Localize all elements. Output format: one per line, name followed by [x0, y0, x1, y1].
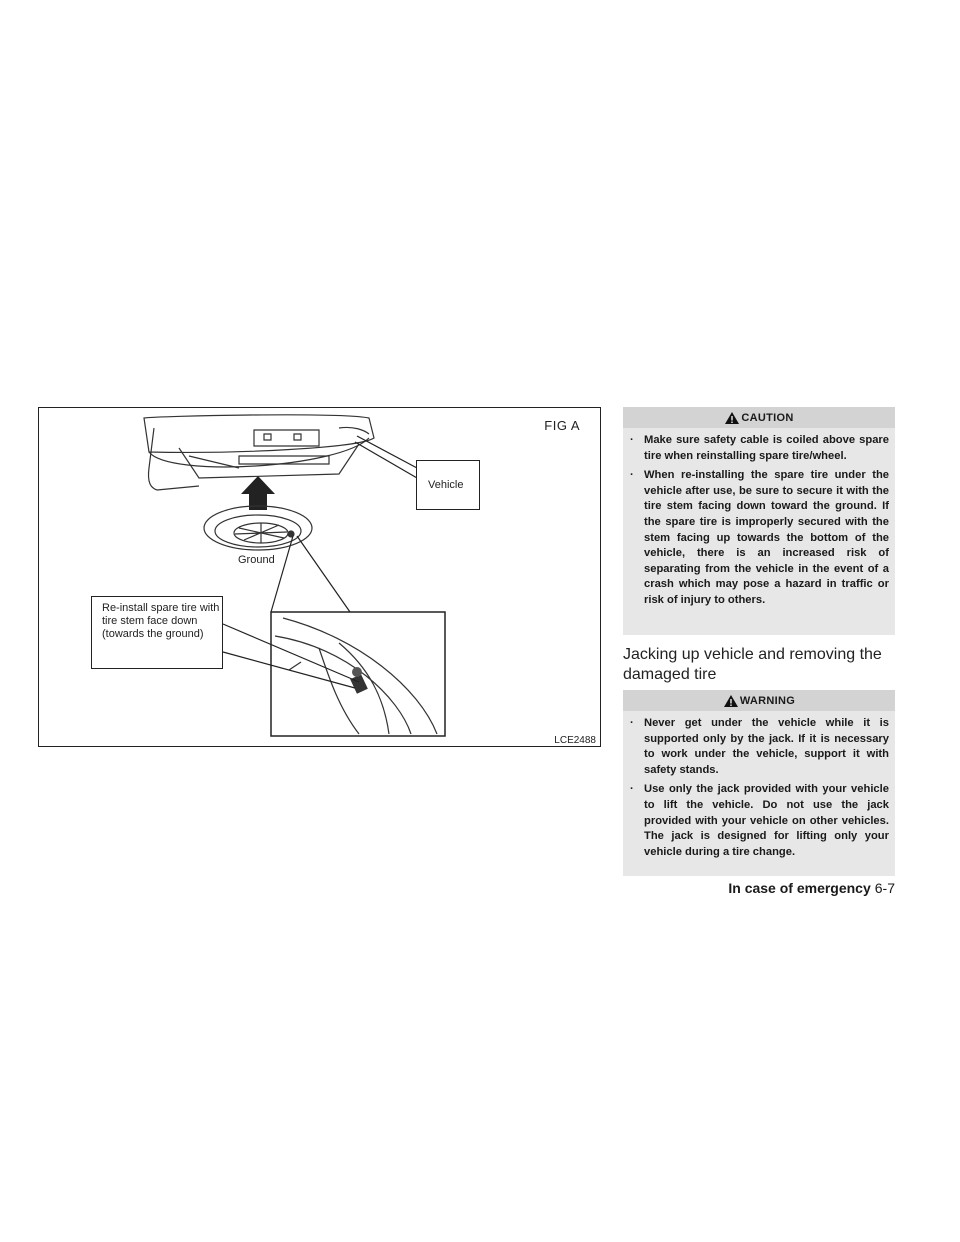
- warning-item: · Never get under the vehicle while it is supported only by the jack. If it is necessary to work under the vehicle, support it with safety stands.: [630, 717, 889, 776]
- page-number: 6-7: [874, 880, 895, 896]
- caution-box: [623, 407, 895, 635]
- ground-label: Ground: [238, 554, 275, 566]
- page-footer: [720, 880, 895, 896]
- caution-header: [623, 407, 895, 428]
- figure-spare-tire: [38, 407, 601, 747]
- spare-tire-illustration: [39, 408, 602, 748]
- reinstall-callout: Re-install spare tire with tire stem face down (towards the ground): [91, 596, 223, 669]
- warning-header: [623, 690, 895, 711]
- warning-triangle-icon: [723, 694, 739, 708]
- chapter-title: In case of emergency: [728, 880, 871, 896]
- figure-code: LCE2488: [554, 735, 596, 746]
- vehicle-callout: Vehicle: [416, 460, 480, 510]
- caution-item: · Make sure safety cable is coiled above spare tire when reinstalling spare tire/wheel.: [630, 434, 889, 462]
- warning-title: WARNING: [739, 694, 796, 707]
- figure-title: FIG A: [544, 418, 580, 433]
- caution-item: · When re-installing the spare tire under the vehicle after use, be sure to secure it with the tire stem facing down toward the ground. If the spare tire is improperly secured with the stem facing up towards the bottom of the vehicle, there is an increased risk of separating from the vehicle in the event of a crash which may pose a hazard in traffic or risk of injury to others.: [630, 469, 889, 606]
- warning-box: [623, 690, 895, 876]
- warning-triangle-icon: [724, 411, 740, 425]
- section-title: Jacking up vehicle and removing the damaged tire: [623, 646, 882, 683]
- warning-item: · Use only the jack provided with your vehicle to lift the vehicle. Do not use the jack provided with your vehicle on other vehicles. The jack is designed for lifting only your vehicle during a tire change.: [630, 783, 889, 858]
- caution-title: CAUTION: [741, 411, 794, 424]
